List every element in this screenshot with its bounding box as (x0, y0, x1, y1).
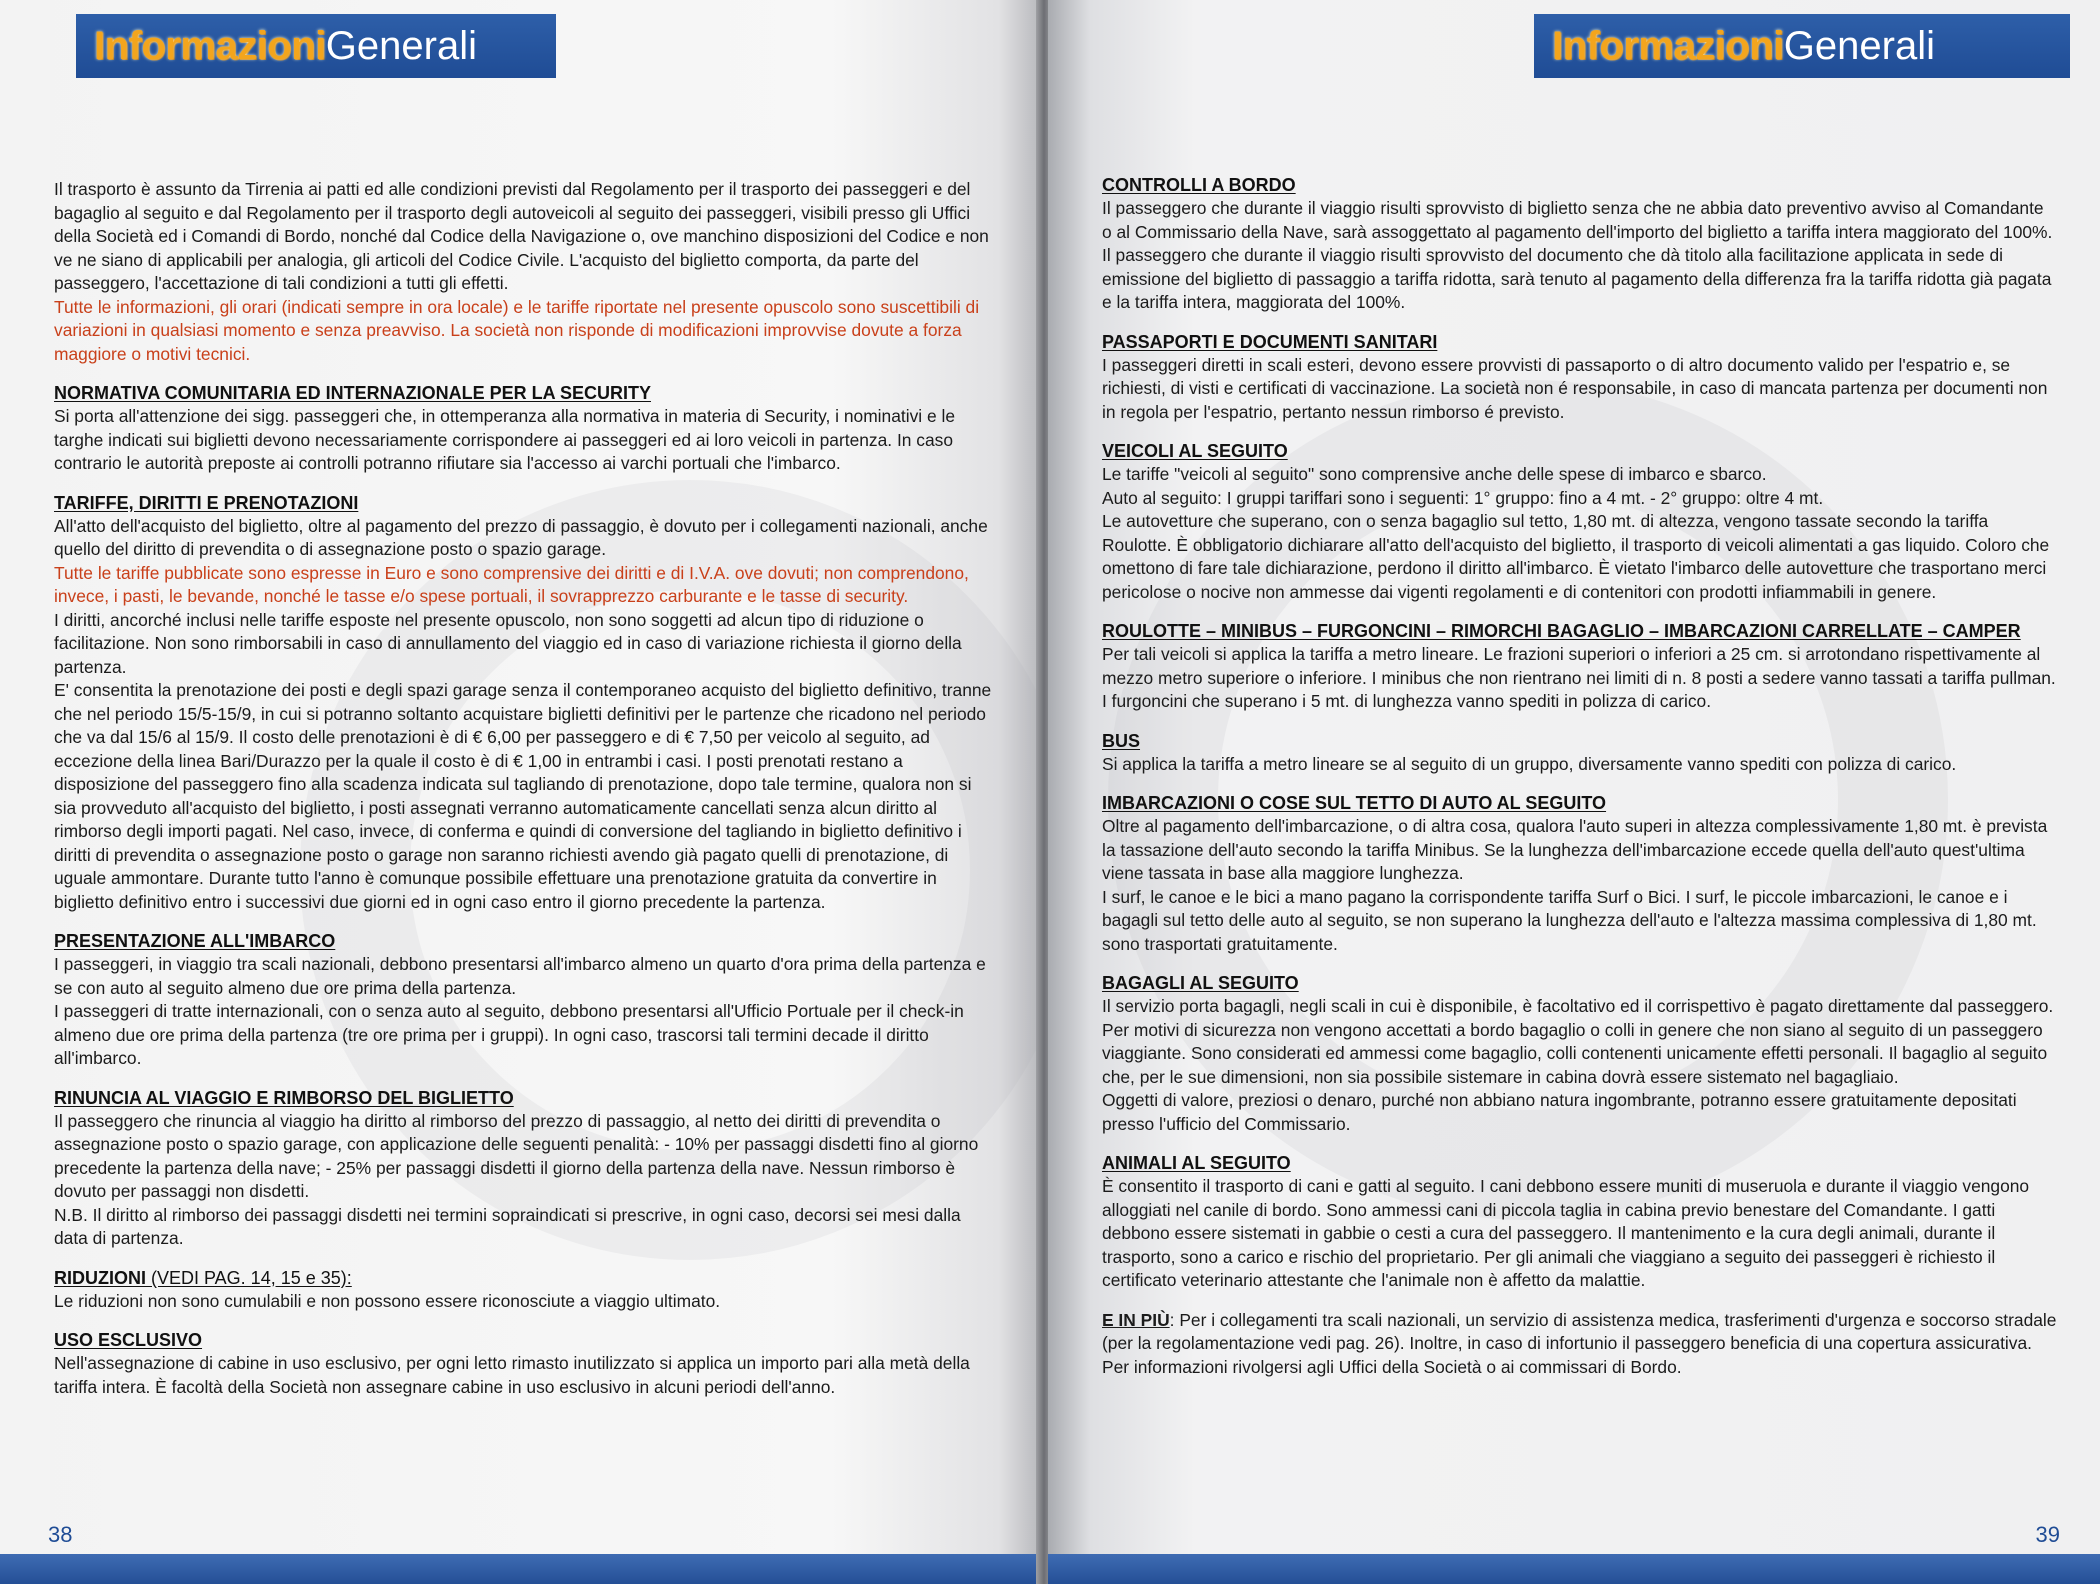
section-uso-esclusivo (54, 1329, 996, 1399)
section-title: PASSAPORTI E DOCUMENTI SANITARI (1102, 331, 1438, 352)
section-title: BAGAGLI AL SEGUITO (1102, 973, 1299, 993)
intro-warning: Tutte le informazioni, gli orari (indicati sempre in ora locale) e le tariffe riportate nel presente opuscolo sono suscettibili di variazioni in qualsiasi momento e senza preavviso. La società non risponde di modificazioni improvvise dovute a forza maggiore o motivi tecnici. (54, 296, 980, 364)
section-title-main: RIDUZIONI (54, 1267, 146, 1288)
section-text: I passeggeri di tratte internazionali, con o senza auto al seguito, debbono presentarsi all'Ufficio Portuale per il check-in almeno due ore prima della partenza (tre ore prima per i gruppi). In ogni caso, trascorsi tali termini decade il diritto all'imbarco. (54, 1001, 964, 1068)
section-title: RINUNCIA AL VIAGGIO E RIMBORSO DEL BIGLIETTO (54, 1087, 514, 1108)
section-title: TARIFFE, DIRITTI E PRENOTAZIONI (54, 492, 359, 513)
section-bagagli (1102, 972, 2057, 1136)
right-page (1048, 0, 2100, 1584)
section-roulotte (1102, 620, 2057, 714)
section-title: PRESENTAZIONE ALL'IMBARCO (54, 931, 336, 951)
section-text: All'atto dell'acquisto del biglietto, oltre al pagamento del prezzo di passaggio, è dovuto per i collegamenti nazionali, anche quello del diritto di prevendita o di assegnazione posto o spazio garage. (54, 515, 988, 559)
intro-paragraph: Il trasporto è assunto da Tirrenia ai patti ed alle condizioni previsti dal Regolamento per il trasporto dei passeggeri e del bagaglio al seguito e dal Regolamento per il trasporto degli autoveicoli al seguito dei passeggeri, visibili presso gli Uffici della Società ed i Comandi di Bordo, nonché dal Codice della Navigazione o, ove manchino disposizioni del Codice e non ve ne siano di applicabili per analogia, gli articoli del Codice Civile. L'acquisto del biglietto comporta, da parte del passeggero, l'accettazione di tali condizioni a tutti gli effetti. (54, 179, 989, 293)
section-text: Il passeggero che rinuncia al viaggio ha diritto al rimborso del prezzo di passaggio, al netto dei diritti di prevendita o assegnazione posto o spazio garage, con applicazione delle seguenti penalità: - 10% per passaggi disdetti fino al giorno precedente la partenza della nave; - 25% per passaggi disdetti il giorno della partenza della nave. Nessun rimborso è dovuto per passaggi non disdetti. (54, 1110, 979, 1201)
section-imbarcazioni (1102, 792, 2057, 956)
header-title-light: Generali (1783, 23, 1935, 68)
section-veicoli (1102, 440, 2057, 604)
section-title: USO ESCLUSIVO (54, 1330, 203, 1350)
section-text: Oltre al pagamento dell'imbarcazione, o di altra cosa, qualora l'auto superi in altezza complessivamente 1,80 mt. è prevista la tassazione dell'auto secondo la tariffa Minibus. Se la lunghezza dell'imbarcazione eccede quella dell'auto quest'ultima viene tassata in base alla maggiore lunghezza. (1102, 816, 2048, 883)
section-title: VEICOLI AL SEGUITO (1102, 441, 1288, 461)
header-title-strong: Informazioni (94, 23, 326, 68)
left-page-header (76, 14, 556, 78)
section-controlli (1102, 174, 2057, 315)
section-text: I passeggeri diretti in scali esteri, devono essere provvisti di passaporto o di altro documento valido per l'espatrio e, se richiesti, di visti e certificati di vaccinazione. La società non é responsabile, in caso di mancata partenza per documenti non in regola per l'espatrio, pertanto nessun rimborso é previsto. (1102, 354, 2048, 422)
section-lead-text: : Per i collegamenti tra scali nazionali, un servizio di assistenza medica, trasferimenti d'urgenza e soccorso stradale (per la regolamentazione vedi pag. 26). Inoltre, in caso di infortunio il passeggero beneficia di una copertura assicurativa. Per informazioni rivolgersi agli Uffici della Società o ai commissari di Bordo. (1102, 1309, 2057, 1377)
header-title-light: Generali (325, 23, 477, 68)
section-title: NORMATIVA COMUNITARIA ED INTERNAZIONALE PER LA SECURITY (54, 383, 651, 403)
footer-band (0, 1554, 1040, 1584)
section-text: Nell'assegnazione di cabine in uso esclusivo, per ogni letto rimasto inutilizzato si applica un importo pari alla metà della tariffa intera. È facoltà della Società non assegnare cabine in uso esclusivo in alcuni periodi dell'anno. (54, 1353, 970, 1397)
left-page (0, 0, 1040, 1584)
section-text: I diritti, ancorché inclusi nelle tariffe esposte nel presente opuscolo, non sono soggetti ad alcun tipo di riduzione o facilitazione. Non sono rimborsabili in caso di annullamento del viaggio ed in caso di variazione richiesta il giorno della partenza. (54, 609, 962, 677)
section-text: N.B. Il diritto al rimborso dei passaggi disdetti nei termini sopraindicati si prescrive, in ogni caso, decorsi sei mesi dalla data di partenza. (54, 1204, 961, 1248)
section-presentazione (54, 930, 996, 1071)
section-text: Oggetti di valore, preziosi o denaro, purché non abbiano natura ingombrante, potranno essere gratuitamente depositati presso l'ufficio del Commissario. (1102, 1090, 2017, 1134)
section-title (54, 1267, 996, 1290)
section-title: ANIMALI AL SEGUITO (1102, 1153, 1291, 1173)
section-text: I passeggeri, in viaggio tra scali nazionali, debbono presentarsi all'imbarco almeno un quarto d'ora prima della partenza e se con auto al seguito almeno due ore prima della partenza. (54, 954, 986, 998)
section-text: Le autovetture che superano, con o senza bagaglio sul tetto, 1,80 mt. di altezza, vengono tassate secondo la tariffa Roulotte. È obbligatorio dichiarare all'atto dell'acquisto del biglietto, il trasporto di veicoli alimentati a gas liquido. Coloro che omettono di fare tale dichiarazione, perdono il diritto all'imbarco. È vietato l'imbarco delle autovetture che trasportano merci pericolose o nocive non ammesse dai vigenti regolamenti e di contenitori con prodotti infiammabili in genere. (1102, 511, 2050, 602)
section-security (54, 382, 996, 476)
section-text: Le tariffe "veicoli al seguito" sono comprensive anche delle spese di imbarco e sbarco. (1102, 464, 1767, 484)
section-text: Auto al seguito: I gruppi tariffari sono i seguenti: 1° gruppo: fino a 4 mt. - 2° gruppo: oltre 4 mt. (1102, 487, 1824, 508)
section-text: Si porta all'attenzione dei sigg. passeggeri che, in ottemperanza alla normativa in materia di Security, i nominativi e le targhe indicati sui biglietti devono necessariamente corrispondere ai passeggeri ed ai loro veicoli in partenza. In caso contrario le autorità preposte ai controlli potranno rifiutare sia l'accesso ai varchi portuali che l'imbarco. (54, 406, 956, 473)
left-text-column (54, 178, 996, 1399)
section-text: Per tali veicoli si applica la tariffa a metro lineare. Le frazioni superiori o inferiori a 25 cm. si arrotondano rispettivamente al mezzo metro superiore o inferiore. I minibus che non rientrano nei limiti di n. 8 posti a sedere vanno tassati a tariffa pullman. I furgoncini che superano i 5 mt. di lunghezza vanno spediti in polizza di carico. (1102, 644, 2056, 711)
section-warning: Tutte le tariffe pubblicate sono espresse in Euro e sono comprensive dei diritti e di I.V.A. ove dovuti; non comprendono, invece, i pasti, le bevande, nonché le tasse e/o spese portuali, il sovrapprezzo carburante e le tasse di security. (54, 562, 969, 606)
header-title-strong: Informazioni (1552, 23, 1784, 68)
section-text: I surf, le canoe e le bici a mano pagano la corrispondente tariffa Surf o Bici. I surf, le piccole imbarcazioni, le canoe e i bagagli sul tetto delle auto al seguito, se non superano la lunghezza dell'auto e l'altezza massima complessiva di 1,80 mt. sono trasportati gratuitamente. (1102, 886, 2037, 954)
section-text: Le riduzioni non sono cumulabili e non possono essere riconosciute a viaggio ultimato. (54, 1290, 721, 1311)
section-in-piu (1102, 1309, 2057, 1380)
section-text: Il passeggero che durante il viaggio risulti sprovvisto di biglietto senza che ne abbia dato preventivo avviso al Comandante o al Commissario della Nave, sarà assoggettato al pagamento dell'importo del biglietto a tariffa intera maggiorato del 100%. Il passeggero che durante il viaggio risulti sprovvisto del documento che dà titolo alla facilitazione applicata in sede di emissione del biglietto di passaggio a tariffa ridotta, sarà tenuto al pagamento della differenza fra la tariffa ridotta già pagata e la tariffa intera, maggiorata del 100%. (1102, 198, 2053, 312)
section-bus (1102, 730, 2057, 777)
section-animali (1102, 1152, 2057, 1293)
section-text: È consentito il trasporto di cani e gatti al seguito. I cani debbono essere muniti di museruola e durante il viaggio vengono alloggiati nel canile di bordo. Sono ammessi cani di piccola taglia in cabina previo benestare del Comandante. I gatti debbono essere sistemati in gabbie o cesti a cura del passeggero. Il mantenimento e la cura degli animali, durante il trasporto, sono a carico e rischio del proprietario. Per gli animali che viaggiano a seguito dei passeggeri è richiesto il certificato veterinario attestante che l'animale non è affetto da malattie. (1102, 1176, 2030, 1290)
section-text: E' consentita la prenotazione dei posti e degli spazi garage senza il contemporaneo acquisto del biglietto definitivo, tranne che nel periodo 15/5-15/9, in cui si potranno soltanto acquistare biglietti definitivi per le partenze che ricadono nel periodo che va dal 15/6 al 15/9. Il costo delle prenotazioni è di € 6,00 per passeggero e di € 7,50 per veicolo al seguito, ad eccezione della linea Bari/Durazzo per la quale il costo è di € 1,00 in entrambi i casi. I posti prenotati restano a disposizione del passeggero fino alla scadenza indicata sul tagliando di prenotazione, dopo tale termine, qualora non si sia provveduto all'acquisto del biglietto, i posti assegnati verranno automaticamente cancellati senza alcun diritto al rimborso degli importi pagati. Nel caso, invece, di conferma e quindi di conversione del tagliando in biglietto definitivo i diritti di prevendita o assegnazione posto o garage non saranno richiesti avendo già pagato quelli di prenotazione, di uguale ammontare. Durante tutto l'anno è comunque possibile effettuare una prenotazione gratuita da convertire in biglietto definitivo entro i successivi due giorni ed in ogni caso entro il giorno precedente la partenza. (54, 680, 992, 912)
section-tariffe (54, 492, 996, 915)
section-lead: E IN PIÙ (1102, 1309, 1170, 1330)
right-page-header (1534, 14, 2070, 78)
page-number: 38 (48, 1522, 73, 1547)
section-riduzioni (54, 1267, 996, 1314)
section-passaporti (1102, 331, 2057, 425)
section-text: Per motivi di sicurezza non vengono accettati a bordo bagaglio o colli in genere che non siano al seguito di un passeggero viaggiante. Sono considerati ed ammessi come bagaglio, colli contenenti unicamente effetti personali. Il bagaglio al seguito che, per le sue dimensioni, non sia possibile sistemare in cabina dovrà essere sistemato nel bagagliaio. (1102, 1019, 2048, 1087)
section-title: ROULOTTE – MINIBUS – FURGONCINI – RIMORCHI BAGAGLIO – IMBARCAZIONI CARRELLATE – CAMPER (1102, 621, 2021, 641)
section-title: BUS (1102, 730, 1141, 751)
section-title: IMBARCAZIONI O COSE SUL TETTO DI AUTO AL SEGUITO (1102, 793, 1607, 813)
section-rinuncia (54, 1087, 996, 1251)
right-text-column (1102, 174, 2057, 1379)
section-text (1102, 1309, 2057, 1380)
section-text: Si applica la tariffa a metro lineare se al seguito di un gruppo, diversamente vanno spediti con polizza di carico. (1102, 753, 1957, 774)
footer-band (1048, 1554, 2100, 1584)
section-title-note: (VEDI PAG. 14, 15 e 35): (146, 1267, 352, 1288)
page-number: 39 (2035, 1522, 2060, 1547)
section-text: Il servizio porta bagagli, negli scali in cui è disponibile, è facoltativo ed il corrispettivo è pagato direttamente dal passeggero. (1102, 996, 2054, 1016)
section-title: CONTROLLI A BORDO (1102, 175, 1296, 195)
